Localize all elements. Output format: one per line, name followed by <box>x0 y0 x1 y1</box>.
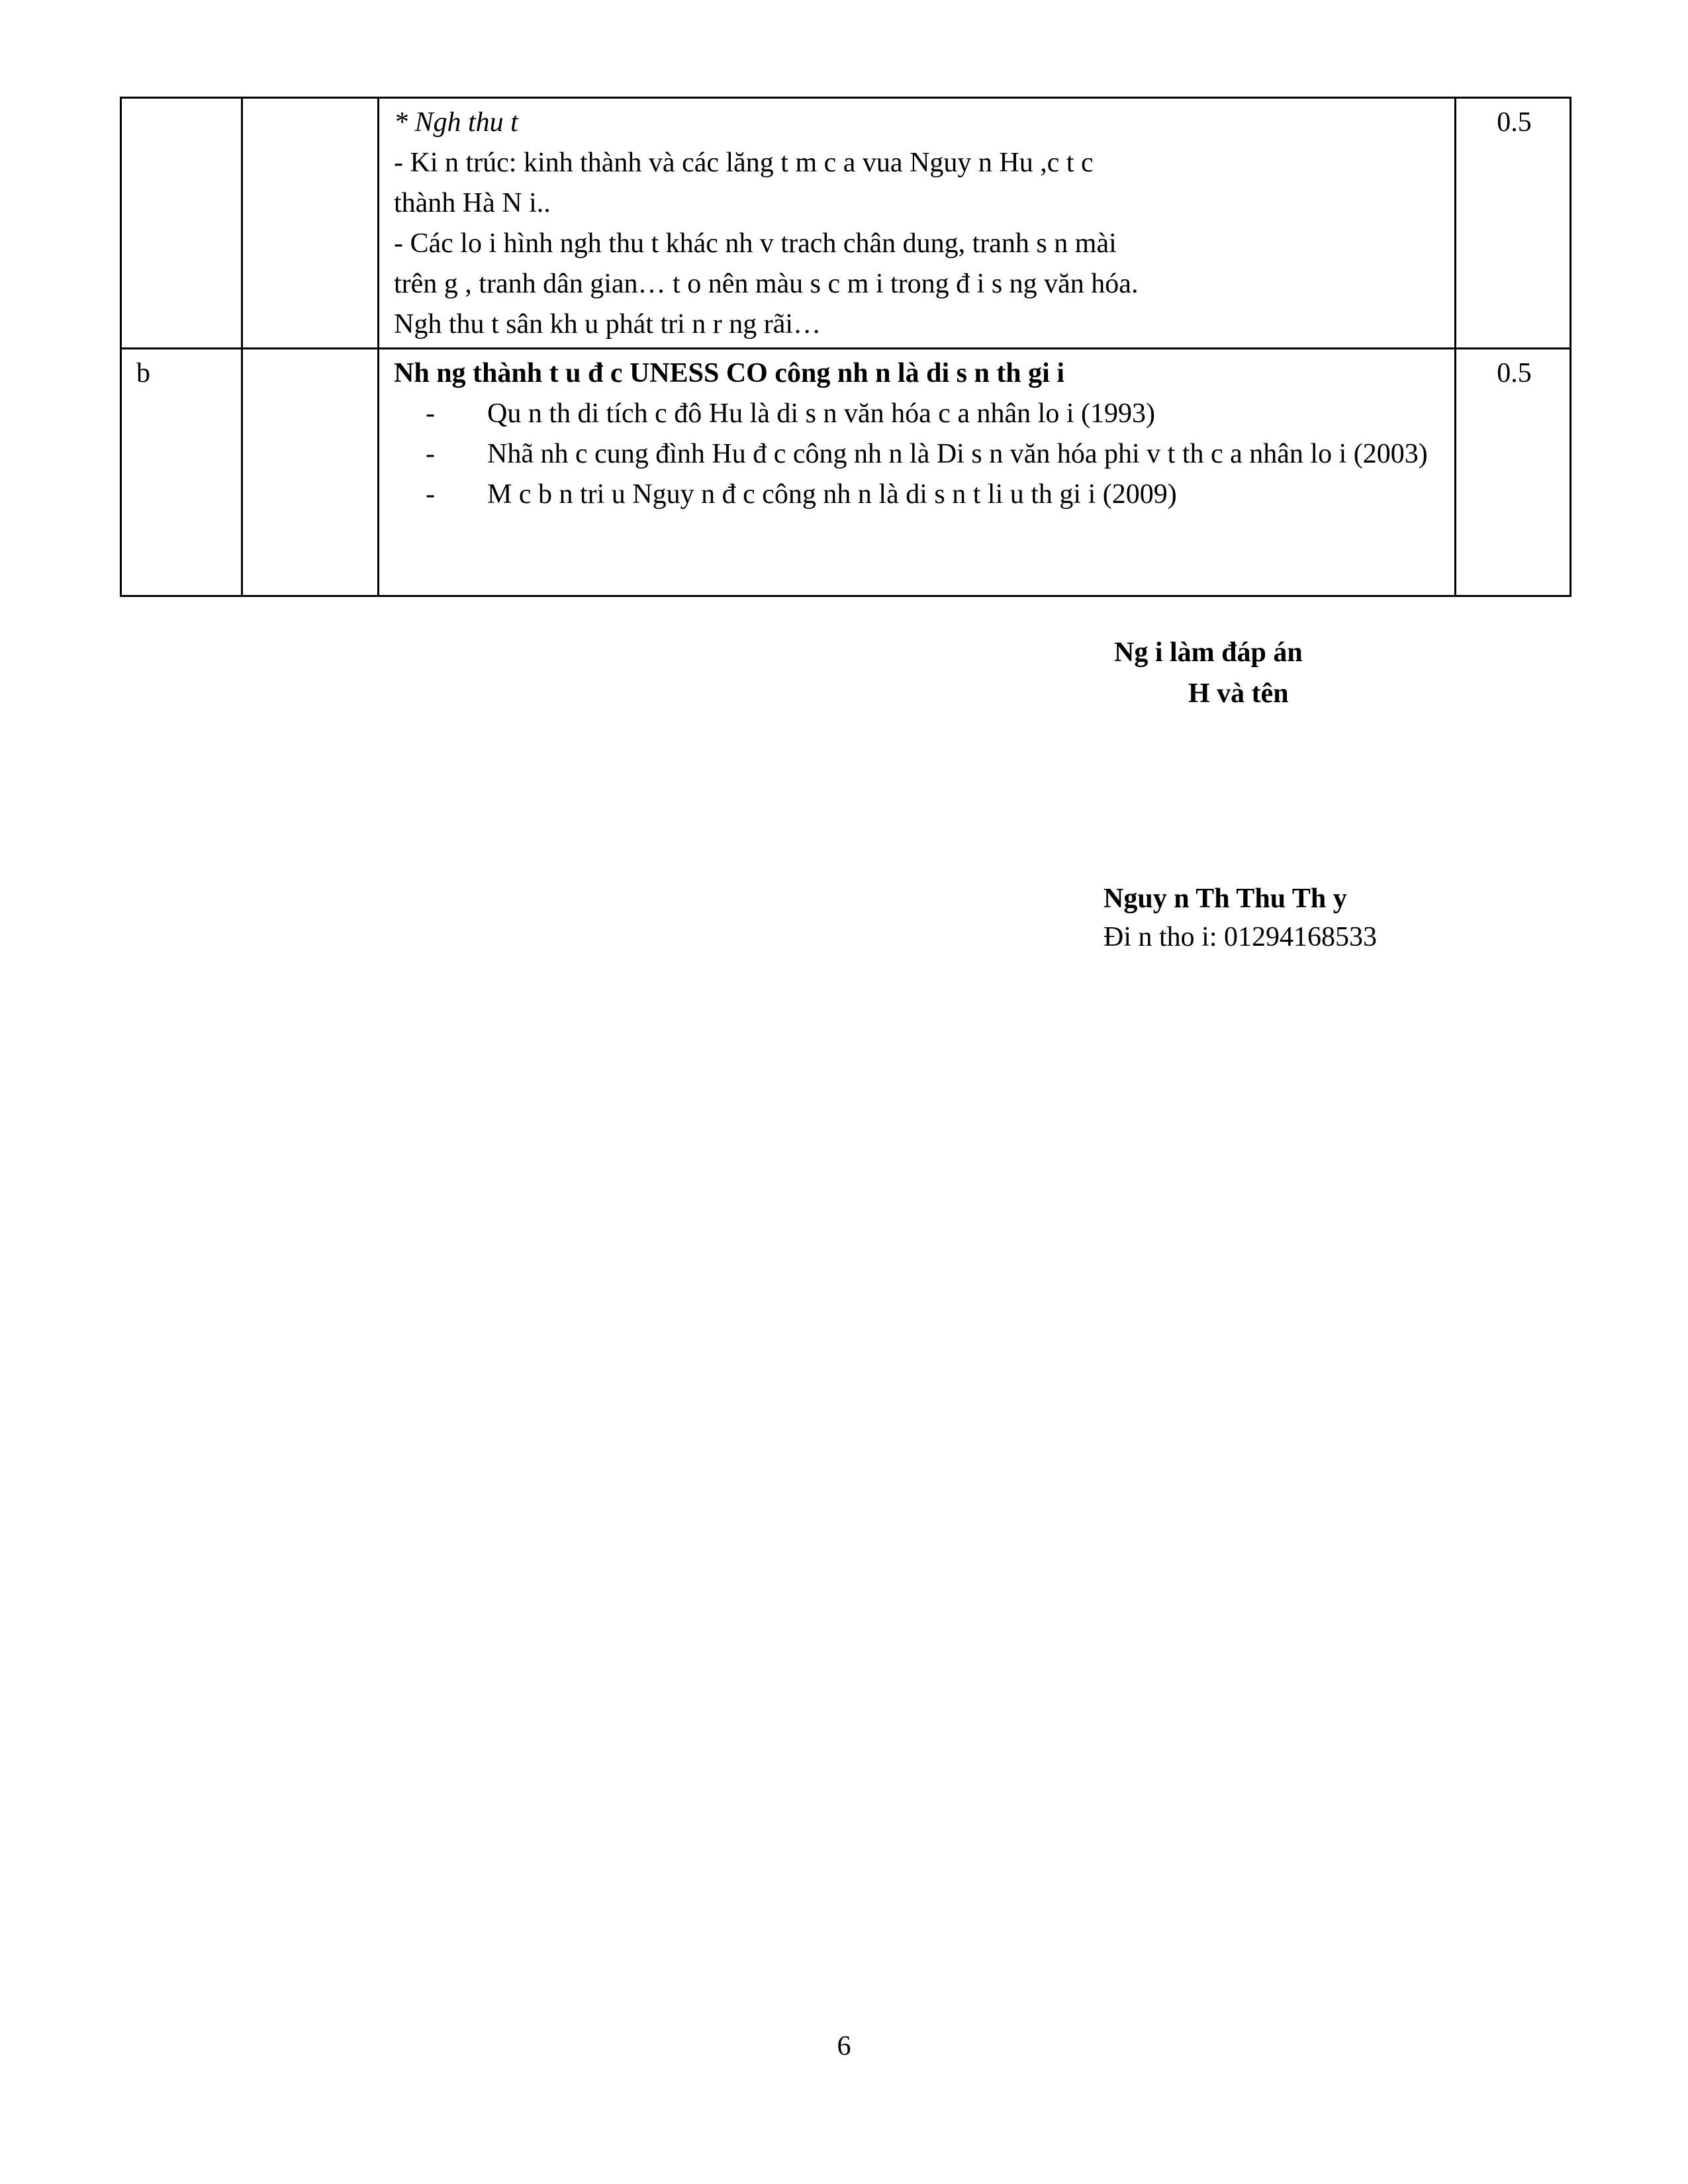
content-line: Ngh thu t sân kh u phát tri n r ng rãi… <box>394 309 821 340</box>
signature-phone: Đi n tho i: 01294168533 <box>1103 922 1378 952</box>
content-line: trên g , tranh dân gian… t o nên màu s c m i trong đ i s ng văn hóa. <box>394 269 1139 299</box>
cell-subquestion <box>242 98 379 349</box>
content-line: thành Hà N i.. <box>394 188 551 218</box>
signature-role: Ng i làm đáp án <box>1114 637 1303 668</box>
list-item: - Nhã nh c cung đình Hu đ c công nh n là Di s n văn hóa phi v t th c a nhân lo i (2003) <box>426 434 1442 475</box>
content-line: - Ki n trúc: kinh thành và các lăng t m c a vua Nguy n Hu ,c t c <box>394 148 1094 178</box>
cell-subquestion <box>242 349 379 596</box>
signature-author: Nguy n Th Thu Th y <box>1103 884 1347 914</box>
table-row <box>121 98 1571 349</box>
cell-content <box>379 349 1456 596</box>
cell-score: 0.5 <box>1456 349 1571 596</box>
section-heading: Nh ng thành t u đ c UNESS CO công nh n là di s n th gi i <box>394 358 1065 388</box>
achievement-list <box>394 394 1442 515</box>
dash-bullet-icon: - <box>426 439 435 469</box>
cell-question: b <box>121 349 242 596</box>
section-heading: * Ngh thu t <box>394 107 518 138</box>
page-number: 6 <box>837 2031 851 2062</box>
cell-question <box>121 98 242 349</box>
answer-table <box>120 97 1571 597</box>
dash-bullet-icon: - <box>426 398 435 429</box>
cell-content <box>379 98 1456 349</box>
table-row <box>121 349 1571 596</box>
cell-score: 0.5 <box>1456 98 1571 349</box>
list-item: - M c b n tri u Nguy n đ c công nh n là di s n t li u th gi i (2009) <box>426 475 1442 515</box>
content-line: - Các lo i hình ngh thu t khác nh v trach chân dung, tranh s n mài <box>394 228 1117 259</box>
signature-name-label: H và tên <box>1188 678 1289 709</box>
list-item: - Qu n th di tích c đô Hu là di s n văn hóa c a nhân lo i (1993) <box>426 394 1442 434</box>
dash-bullet-icon: - <box>426 479 435 510</box>
